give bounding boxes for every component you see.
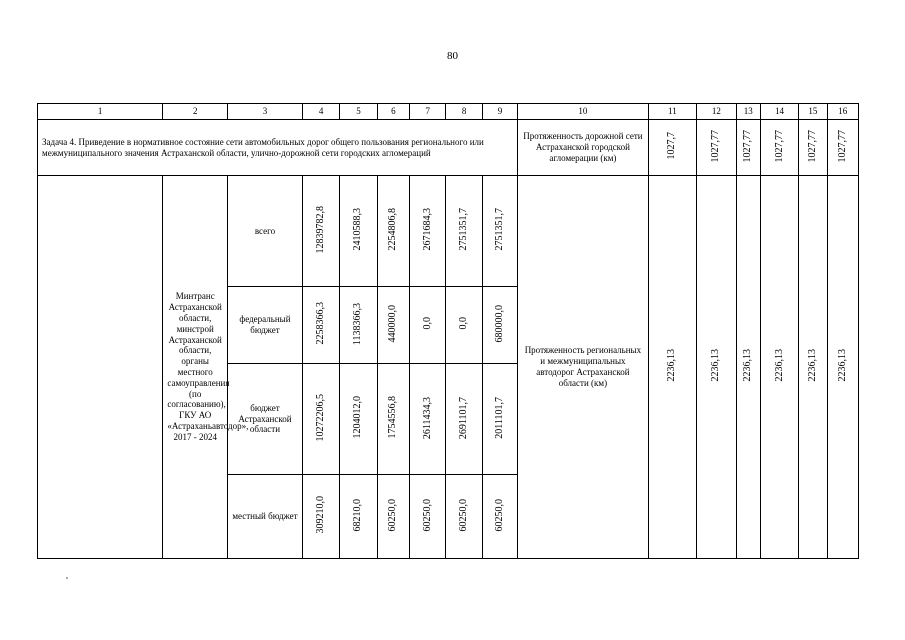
amount: 2410588,3 (352, 208, 364, 251)
indicator2-value-cell (799, 176, 827, 559)
column-number: 16 (827, 104, 858, 120)
indicator-value-cell (697, 120, 736, 176)
amount-cell (340, 176, 377, 287)
funding-row (38, 176, 859, 287)
amount-cell (377, 287, 409, 364)
amount-cell (302, 475, 339, 559)
empty-cell (38, 176, 163, 559)
amount: 2751351,7 (458, 208, 470, 251)
indicator2-value-cell (697, 176, 736, 559)
amount-cell (377, 364, 409, 475)
amount-cell (410, 475, 446, 559)
indicator2-value-cell (736, 176, 760, 559)
amount-cell (482, 364, 517, 475)
amount-cell (446, 176, 482, 287)
column-number: 1 (38, 104, 163, 120)
program-table (37, 103, 859, 559)
indicator-value: 1027,77 (742, 129, 754, 163)
amount-cell (377, 475, 409, 559)
indicator-value: 1027,77 (773, 129, 785, 163)
amount: 60250,0 (421, 498, 433, 532)
amount: 2691101,7 (458, 396, 470, 439)
amount-cell (446, 287, 482, 364)
amount: 309210,0 (315, 496, 327, 534)
indicator2-value: 2236,13 (836, 349, 848, 382)
column-number: 15 (799, 104, 827, 120)
amount: 60250,0 (387, 498, 399, 532)
amount: 680000,0 (494, 304, 505, 343)
column-number: 10 (518, 104, 648, 120)
column-number-row (38, 104, 859, 120)
amount: 10272206,5 (315, 393, 327, 442)
indicator-value: 1027,77 (710, 129, 722, 163)
amount-cell (446, 475, 482, 559)
amount-cell (340, 475, 377, 559)
column-number: 13 (736, 104, 760, 120)
amount: 2671684,3 (421, 208, 433, 251)
amount: 0,0 (421, 317, 433, 330)
indicator-value-cell (736, 120, 760, 176)
amount: 2751351,7 (494, 208, 505, 251)
amount-cell (482, 287, 517, 364)
indicator-value-cell (799, 120, 827, 176)
amount-cell (302, 287, 339, 364)
amount: 12839782,8 (315, 205, 327, 254)
amount: 0,0 (458, 317, 470, 330)
amount: 440000,0 (387, 304, 399, 343)
indicator2-value: 2236,13 (710, 349, 722, 382)
indicator2-value: 2236,13 (773, 349, 785, 382)
indicator2-value-cell (648, 176, 697, 559)
indicator-label: Протяженность дорожной сети Астраханской городской агломерации (км) (518, 120, 648, 176)
funding-source: всего (228, 176, 303, 287)
indicator-value-cell (648, 120, 697, 176)
amount: 2254806,8 (387, 208, 399, 251)
column-number: 14 (760, 104, 798, 120)
amount: 2611434,3 (421, 396, 433, 439)
column-number: 9 (482, 104, 517, 120)
amount-cell (482, 176, 517, 287)
column-number: 4 (302, 104, 339, 120)
amount-cell (377, 176, 409, 287)
amount: 1138366,3 (352, 302, 364, 345)
column-number: 5 (340, 104, 377, 120)
column-number: 12 (697, 104, 736, 120)
indicator2-value: 2236,13 (666, 349, 678, 382)
indicator2-value: 2236,13 (806, 349, 818, 382)
column-number: 3 (228, 104, 303, 120)
amount-cell (410, 176, 446, 287)
column-number: 8 (446, 104, 482, 120)
task-title: Задача 4. Приведение в нормативное состояние сети автомобильных дорог общего пользования регионального или межмуниципального значения Астраханской области, улично-дорожной сети городских агломераций (38, 120, 518, 176)
indicator2-value: 2236,13 (742, 349, 754, 382)
column-number: 6 (377, 104, 409, 120)
indicator2-value-cell (760, 176, 798, 559)
column-number: 11 (648, 104, 697, 120)
page-number: 80 (447, 50, 458, 62)
amount-cell (340, 287, 377, 364)
amount-cell (410, 364, 446, 475)
funding-source: бюджет Астраханской области (228, 364, 303, 475)
amount: 60250,0 (458, 498, 470, 532)
amount-cell (446, 364, 482, 475)
indicator-value: 1027,77 (806, 129, 818, 163)
column-number: 2 (163, 104, 228, 120)
executor-cell: Минтранс Астраханской области, минстрой Астраханской области, органы местного самоуправления (по согласованию), ГКУ АО «Астраханьавтодор», 2017 - 2024 (163, 176, 228, 559)
amount: 2258366,3 (315, 302, 327, 345)
funding-source: федеральный бюджет (228, 287, 303, 364)
amount-cell (302, 364, 339, 475)
column-number: 7 (410, 104, 446, 120)
amount-cell (410, 287, 446, 364)
indicator2-label: Протяженность региональных и межмуниципальных автодорог Астраханской области (км) (518, 176, 648, 559)
amount: 1754556,8 (387, 396, 399, 439)
task-row (38, 120, 859, 176)
indicator-value-cell (760, 120, 798, 176)
indicator-value: 1027,77 (836, 129, 848, 163)
amount: 68210,0 (352, 498, 364, 532)
funding-source: местный бюджет (228, 475, 303, 559)
indicator2-value-cell (827, 176, 858, 559)
amount-cell (302, 176, 339, 287)
amount: 1204012,0 (352, 396, 364, 439)
indicator-value: 1027,7 (666, 132, 678, 160)
scan-speck (66, 577, 68, 579)
amount-cell (340, 364, 377, 475)
amount: 2011101,7 (494, 396, 505, 439)
amount: 60250,0 (494, 498, 505, 532)
amount-cell (482, 475, 517, 559)
indicator-value-cell (827, 120, 858, 176)
